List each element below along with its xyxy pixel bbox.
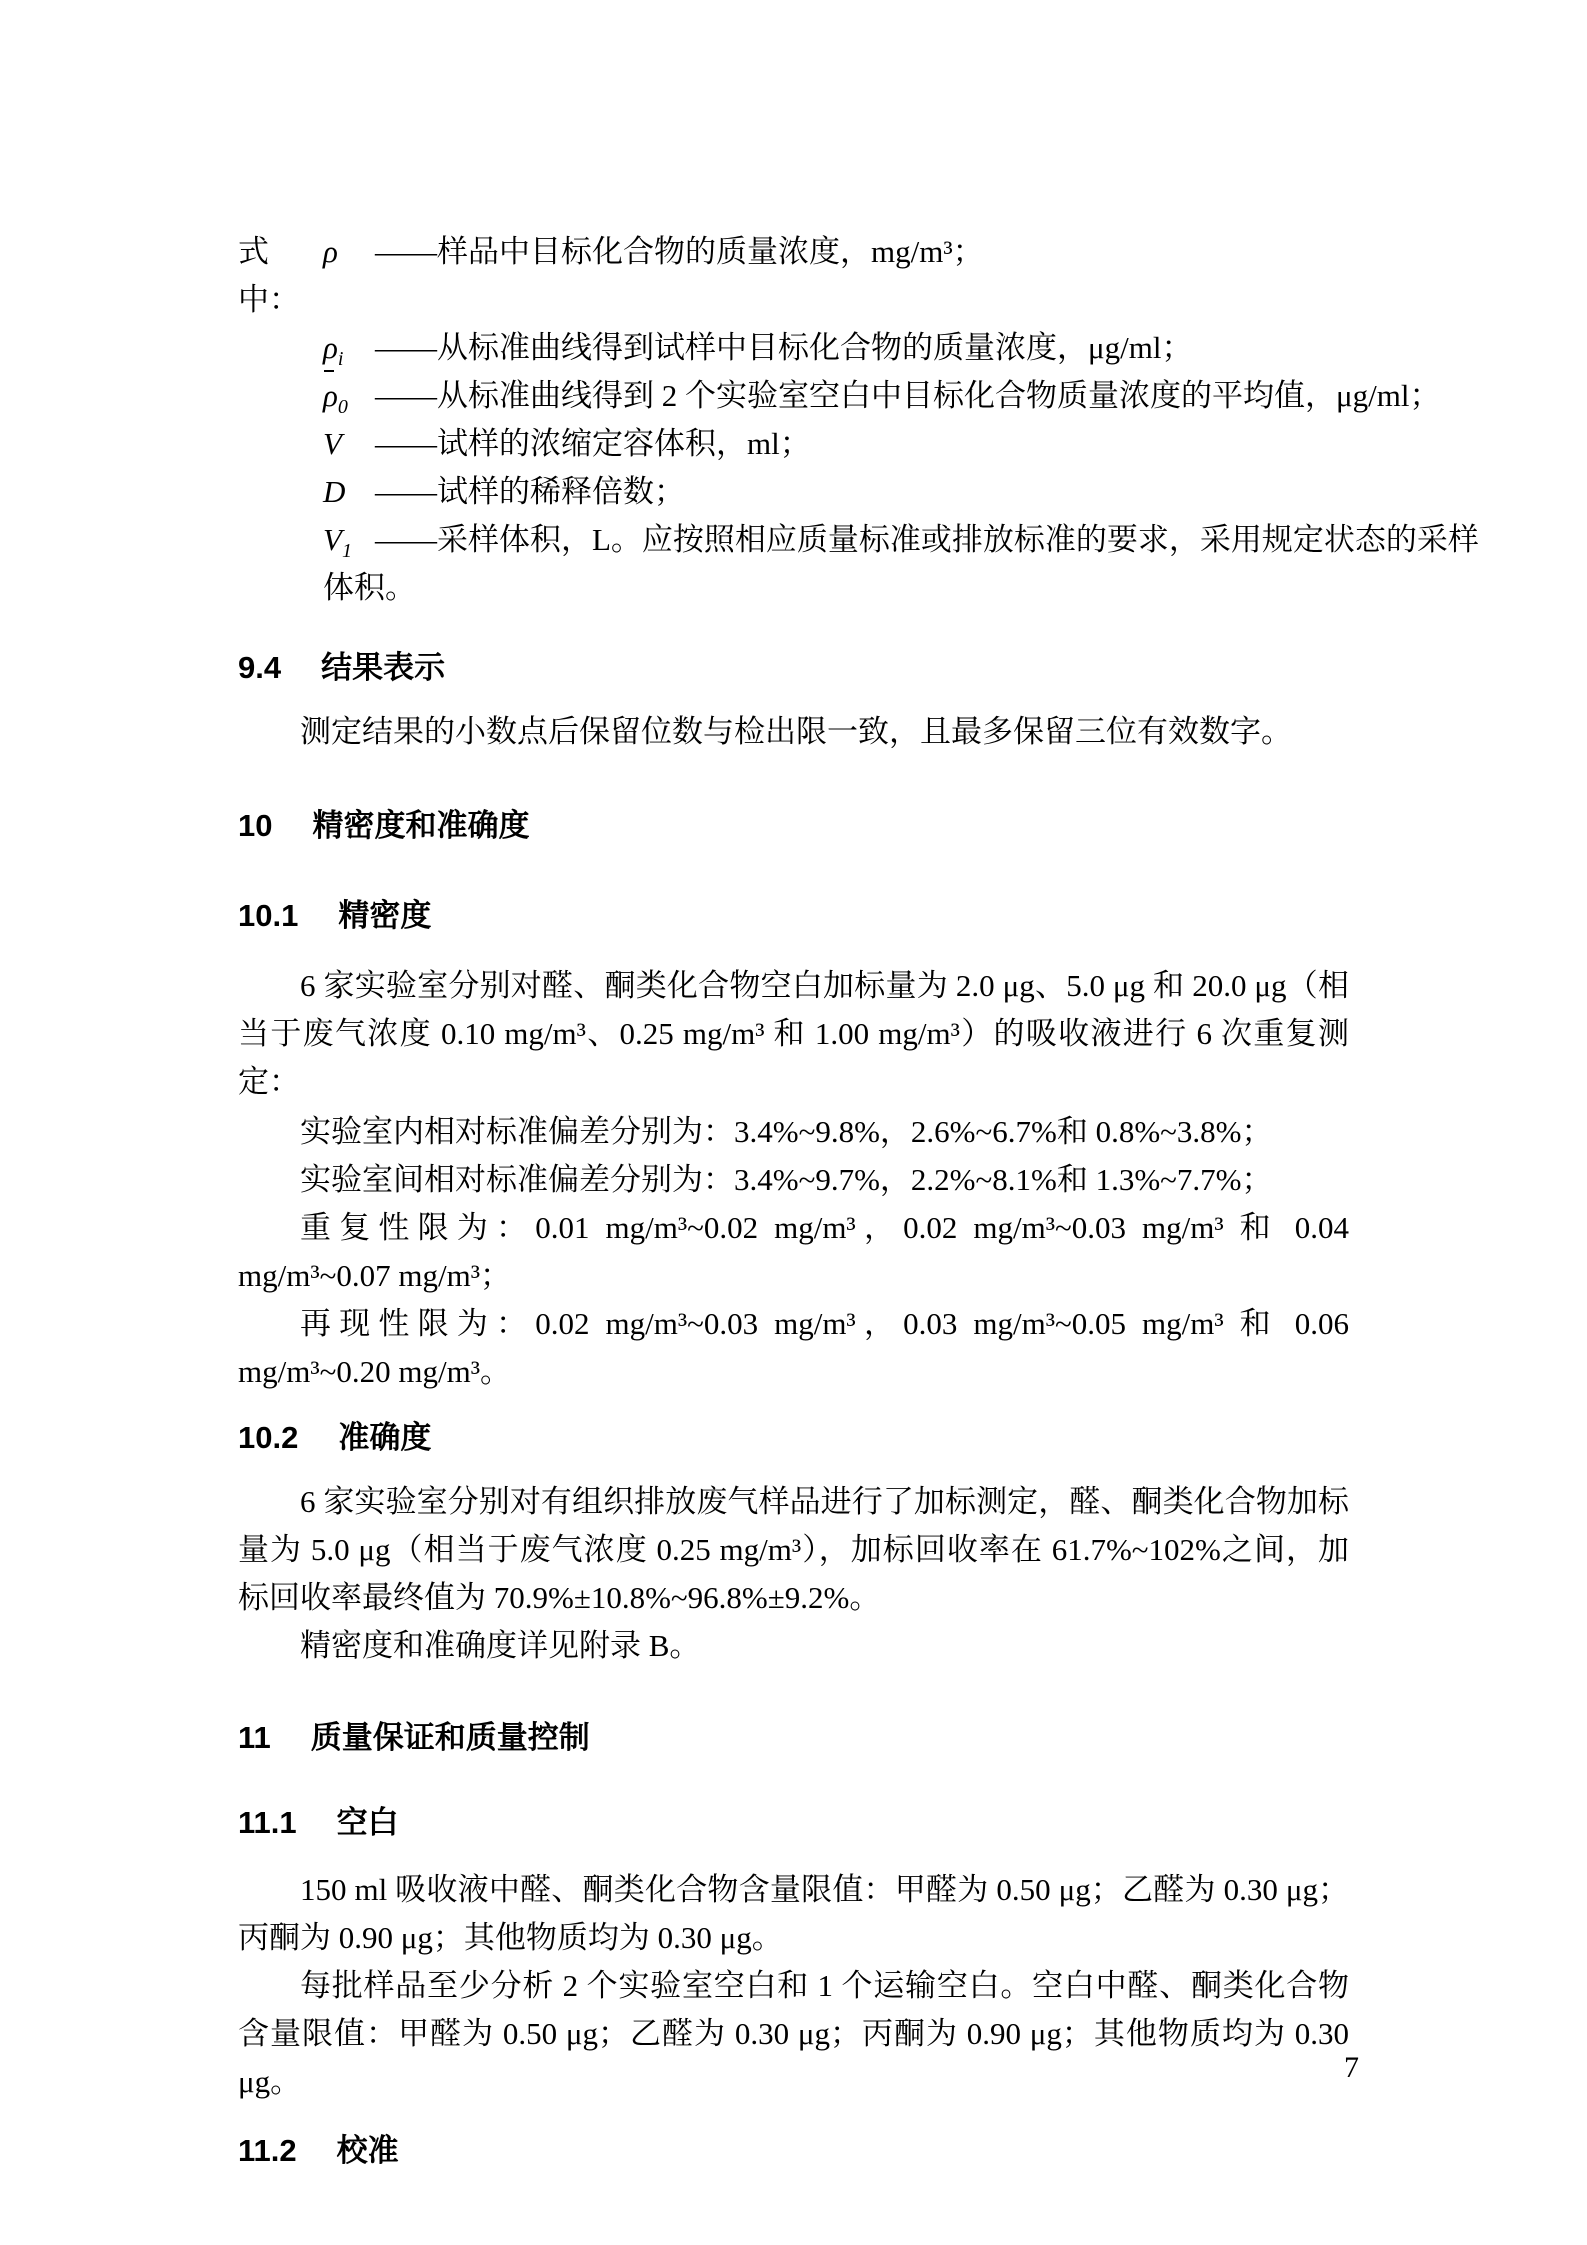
- section-number: 11: [238, 1720, 271, 1755]
- paragraph-accuracy-spike: 6 家实验室分别对有组织排放废气样品进行了加标测定，醛、酮类化合物加标量为 5.0 μg（相当于废气浓度 0.25 mg/m³），加标回收率在 61.7%~102%之间，加标回收率最终值为 70.9%±10.8%~96.8%±9.2%。: [238, 1484, 1349, 1615]
- section-heading-11: [238, 1714, 1349, 1762]
- formula-definition-row-v1: [238, 516, 1479, 564]
- section-number: 11.2: [238, 2133, 297, 2168]
- section-heading-11-1: [238, 1799, 1349, 1847]
- section-title: 结果表示: [321, 650, 446, 685]
- formula-description-v: ——试样的浓缩定容体积，ml；: [375, 426, 811, 461]
- formula-definition-row-d: [238, 468, 1349, 516]
- formula-description-d: ——试样的稀释倍数；: [375, 474, 685, 509]
- paragraph-result-expression: 测定结果的小数点后保留位数与检出限一致，且最多保留三位有效数字。: [300, 714, 1292, 749]
- section-title: 准确度: [338, 1420, 432, 1455]
- paragraph-appendix-reference: 精密度和准确度详见附录 B。: [300, 1628, 701, 1663]
- formula-description-v1: ——采样体积，L。应按照相应质量标准或排放标准的要求，采用规定状态的采样: [375, 522, 1479, 557]
- section-number: 11.1: [238, 1805, 297, 1840]
- formula-lead-spacer: [238, 324, 323, 372]
- formula-definition-row-rho: [238, 228, 1349, 324]
- paragraph-between-lab-rsd: 实验室间相对标准偏差分别为：3.4%~9.7%，2.2%~8.1%和 1.3%~7.7%；: [300, 1162, 1273, 1197]
- formula-description-continuation: 体积。: [323, 570, 416, 605]
- formula-definition-row-v: [238, 420, 1349, 468]
- page-number: 7: [1344, 2051, 1359, 2084]
- formula-lead-spacer: [238, 516, 323, 564]
- section-number: 9.4: [238, 650, 282, 685]
- section-heading-9-4: [238, 644, 1349, 692]
- section-heading-10-1: [238, 892, 1349, 940]
- formula-lead-spacer: [238, 420, 323, 468]
- formula-description-rho-i: ——从标准曲线得到试样中目标化合物的质量浓度，μg/ml；: [375, 330, 1193, 365]
- paragraph-within-lab-rsd: 实验室内相对标准偏差分别为：3.4%~9.8%，2.6%~6.7%和 0.8%~3.8%；: [300, 1114, 1273, 1149]
- section-title: 校准: [336, 2133, 399, 2168]
- formula-description-rho: ——样品中目标化合物的质量浓度，mg/m³；: [375, 234, 984, 269]
- section-title: 空白: [336, 1805, 399, 1840]
- formula-symbol-v1: $V_1$: [323, 522, 352, 563]
- section-number: 10.1: [238, 898, 299, 933]
- section-title: 精密度和准确度: [312, 808, 530, 843]
- formula-symbol-v: V: [323, 426, 342, 461]
- document-content: [238, 228, 1479, 2175]
- paragraph-repeatability-limit: 重复性限为：0.01 mg/m³~0.02 mg/m³，0.02 mg/m³~0.03 mg/m³ 和 0.04 mg/m³~0.07 mg/m³；: [238, 1210, 1349, 1293]
- paragraph-blank-limit: 150 ml 吸收液中醛、酮类化合物含量限值：甲醛为 0.50 μg；乙醛为 0.30 μg；丙酮为 0.90 μg；其他物质均为 0.30 μg。: [238, 1872, 1349, 1955]
- paragraph-reproducibility-limit: 再现性限为：0.02 mg/m³~0.03 mg/m³，0.03 mg/m³~0.05 mg/m³ 和 0.06 mg/m³~0.20 mg/m³。: [238, 1306, 1349, 1389]
- paragraph-blank-batch: 每批样品至少分析 2 个实验室空白和 1 个运输空白。空白中醛、酮类化合物含量限值：甲醛为 0.50 μg；乙醛为 0.30 μg；丙酮为 0.90 μg；其他物质均为 0.30 μg。: [238, 1968, 1349, 2099]
- section-heading-10: [238, 802, 1349, 850]
- formula-definition-row-rho-0-mean: [238, 372, 1441, 420]
- formula-key-intro: 式中：: [238, 234, 300, 317]
- section-heading-11-2: [238, 2127, 1349, 2175]
- formula-definition-row-continuation: [238, 564, 1349, 612]
- formula-lead-spacer: [238, 468, 323, 516]
- formula-lead-spacer: [238, 564, 323, 612]
- section-title: 精密度: [338, 898, 432, 933]
- formula-lead-spacer: [238, 372, 323, 420]
- section-number: 10: [238, 808, 273, 843]
- formula-symbol-rho-0-mean: $\rho_0$: [323, 372, 375, 420]
- paragraph-precision-intro: 6 家实验室分别对醛、酮类化合物空白加标量为 2.0 μg、5.0 μg 和 20.0 μg（相当于废气浓度 0.10 mg/m³、0.25 mg/m³ 和 1.00 mg/m³）的吸收液进行 6 次重复测定：: [238, 968, 1349, 1099]
- section-heading-10-2: [238, 1414, 1349, 1462]
- formula-symbol-rho-i: $\rho_i$: [323, 330, 344, 371]
- formula-symbol-rho: ρ: [323, 234, 338, 269]
- formula-description-rho-0-mean: ——从标准曲线得到 2 个实验室空白中目标化合物质量浓度的平均值，μg/ml；: [375, 378, 1441, 413]
- section-number: 10.2: [238, 1420, 299, 1455]
- section-title: 质量保证和质量控制: [310, 1720, 590, 1755]
- formula-symbol-d: D: [323, 474, 346, 509]
- formula-definition-row-rho-i: [238, 324, 1349, 372]
